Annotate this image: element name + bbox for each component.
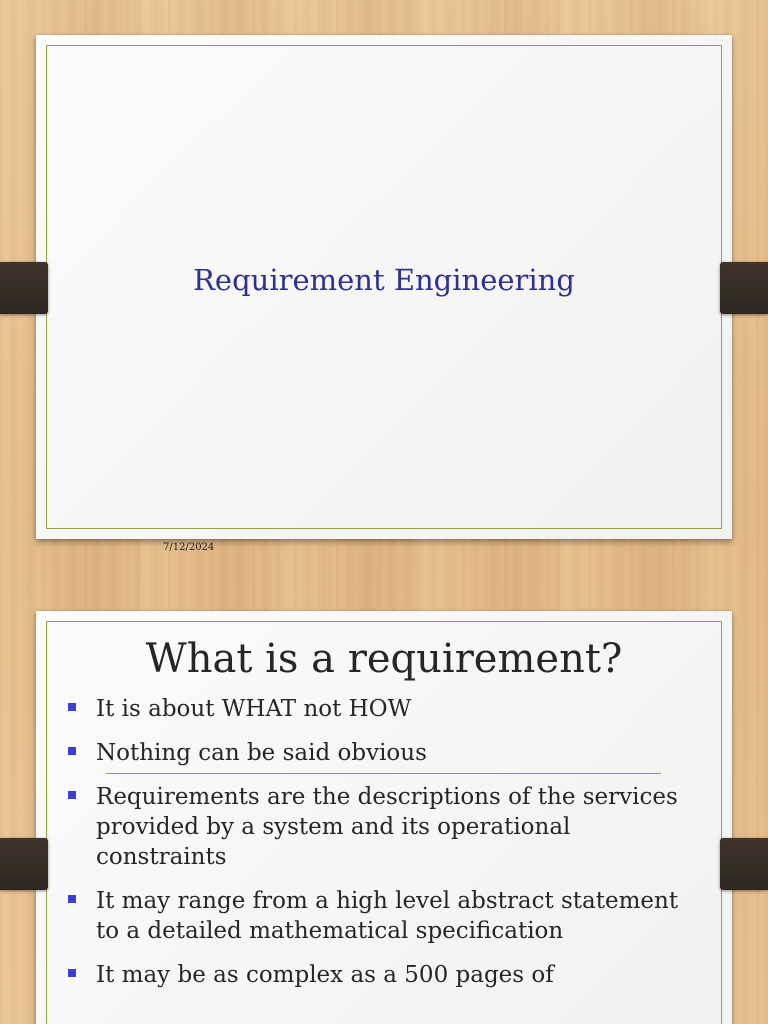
slide-1-title: Requirement Engineering <box>193 263 575 297</box>
slide-1 <box>36 35 732 539</box>
square-bullet-icon <box>68 703 76 711</box>
bullet-text: It may range from a high level abstract statement to a detailed mathematical specification <box>96 888 679 944</box>
bullet-text: Requirements are the descriptions of the services provided by a system and its operational constraints <box>96 784 678 870</box>
slide-2 <box>36 611 732 1024</box>
bullet-text: It is about WHAT not HOW <box>96 696 412 722</box>
bullet-item <box>66 960 686 990</box>
square-bullet-icon <box>68 791 76 799</box>
slide-1-date: 7/12/2024 <box>163 542 215 553</box>
bullet-item <box>66 738 686 768</box>
square-bullet-icon <box>68 747 76 755</box>
bullet-item <box>66 886 686 946</box>
binder-clip-right-1 <box>720 262 768 314</box>
bullet-item <box>66 694 686 724</box>
slide-2-title: What is a requirement? <box>145 636 623 682</box>
binder-clip-left-1 <box>0 262 48 314</box>
bullet-list <box>66 694 686 1004</box>
binder-clip-right-2 <box>720 838 768 890</box>
square-bullet-icon <box>68 969 76 977</box>
binder-clip-left-2 <box>0 838 48 890</box>
bullet-item <box>66 782 686 872</box>
bullet-text: It may be as complex as a 500 pages of <box>96 962 554 988</box>
square-bullet-icon <box>68 895 76 903</box>
bullet-text: Nothing can be said obvious <box>96 740 427 766</box>
